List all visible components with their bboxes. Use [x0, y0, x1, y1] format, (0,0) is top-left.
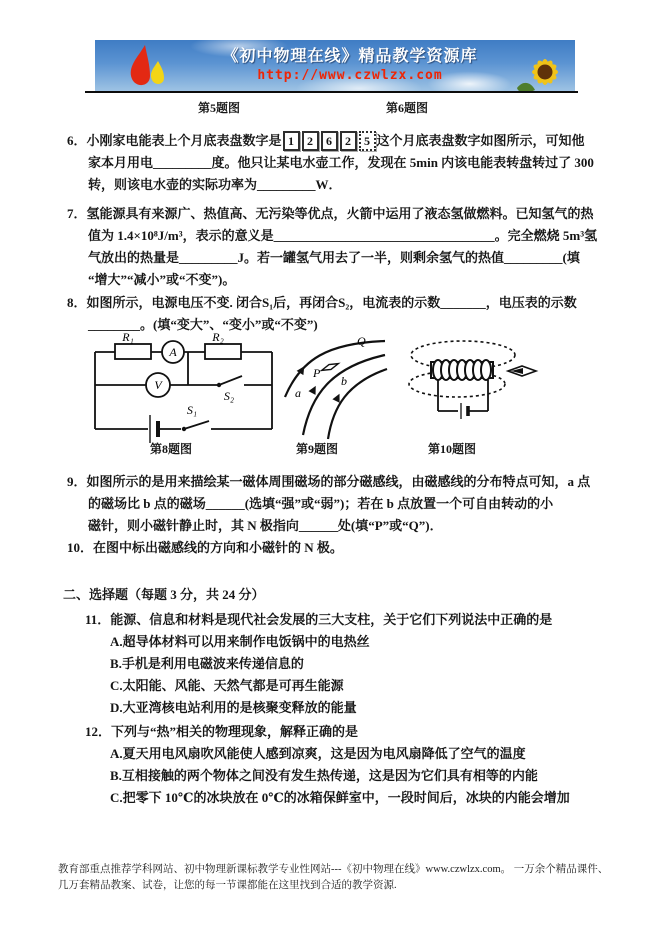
label-r1: R₁ [122, 333, 134, 344]
caption-fig6: 第6题图 [386, 101, 429, 115]
q11-option-c: C.太阳能、风能、天然气都是可再生能源 [110, 678, 344, 693]
question-11-stem: 11．能源、信息和材料是现代社会发展的三大支柱，关于它们下列说法中正确的是 [85, 612, 553, 627]
question-9-line-2: 的磁场比 b 点的磁场______(选填“强”或“弱”)；若在 b 点放置一个可自由转动的小 [88, 496, 554, 511]
label-point-p: P [313, 366, 321, 380]
caption-fig8: 第8题图 [150, 442, 193, 456]
label-s1: S₁ [186, 403, 198, 417]
question-6 [0, 130, 661, 196]
question-9 [0, 471, 661, 537]
page-footer [0, 862, 661, 894]
footer-line-1: 教育部重点推荐学科网站、初中物理新课标教学专业性网站---《初中物理在线》www.czwlzx.com。 一万余个精品课件、 [58, 864, 609, 875]
solenoid-figure [405, 333, 580, 445]
banner-title: 《初中物理在线》精品教学资源库 [222, 48, 478, 65]
question-8 [0, 292, 661, 336]
question-7-line-3: 气放出的热量是_________J。若一罐氢气用去了一半，则剩余氢气的热值_________(填 [88, 250, 580, 265]
q12-option-c: C.把零下 10℃的冰块放在 0℃的冰箱保鲜室中，一段时间后，冰块的内能会增加 [110, 790, 570, 805]
question-6-line-2: 家本月用电_________度。他只让某电水壶工作，发现在 5min 内该电能表转盘转过了 300 [88, 155, 594, 170]
field-lines-figure [283, 333, 401, 443]
figures-row [0, 333, 661, 443]
label-ammeter: A [169, 345, 177, 359]
meter-digit: 6 [321, 131, 338, 151]
question-12 [0, 721, 661, 809]
label-r2: R₂ [212, 333, 224, 344]
question-9-line-3: 磁针，则小磁针静止时，其 N 极指向______处(填“P”或“Q”)． [88, 518, 443, 533]
meter-digit-decimal: 5 [359, 131, 376, 151]
label-voltmeter: V [154, 378, 162, 392]
meter-digit: 2 [340, 131, 357, 151]
question-9-line-1: 9．如图所示的是用来描绘某一磁体周围磁场的部分磁感线，由磁感线的分布特点可知，a 点 [67, 474, 591, 489]
label-point-b: b [341, 374, 347, 388]
flame-logo-icon [123, 44, 171, 90]
label-point-q: Q [357, 334, 366, 348]
q6-text-before-meter: 6．小刚家电能表上个月底表盘数字是 [67, 133, 282, 148]
banner-url[interactable]: http://www.czwlzx.com [257, 68, 443, 83]
question-7-line-1: 7．氢能源具有来源广、热值高、无污染等优点，火箭中运用了液态氢做燃料。已知氢气的热 [67, 206, 594, 221]
caption-fig10: 第10题图 [428, 442, 477, 456]
question-12-stem: 12．下列与“热”相关的物理现象，解释正确的是 [85, 724, 359, 739]
compass-needle-icon [321, 361, 340, 373]
circuit-diagram-figure [88, 333, 280, 443]
q11-option-a: A.超导体材料可以用来制作电饭锅中的电热丝 [110, 634, 370, 649]
q11-option-d: D.大亚湾核电站利用的是核聚变释放的能量 [110, 700, 357, 715]
section-2-title: 二、选择题（每题 3 分，共 24 分） [63, 587, 265, 602]
caption-fig5: 第5题图 [198, 101, 241, 115]
question-11 [0, 609, 661, 719]
q11-option-b: B.手机是利用电磁波来传递信息的 [110, 656, 304, 671]
q12-option-b: B.互相接触的两个物体之间没有发生热传递，这是因为它们具有相等的内能 [110, 768, 538, 783]
question-7 [0, 203, 661, 291]
footer-line-2: 几万套精品教案、试卷，让您的每一节课都能在这里找到合适的教学资源. [58, 880, 397, 891]
meter-digit: 2 [302, 131, 319, 151]
label-s2: S₂ [223, 389, 235, 403]
section-2-header [0, 584, 661, 606]
question-7-line-4: “增大”“减小”或“不变”)。 [88, 272, 236, 287]
question-10 [0, 537, 661, 559]
question-7-line-2: 值为 1.4×10⁸J/m³，表示的意义是__________________________________。完全燃烧 5m³氢 [88, 228, 598, 243]
question-10-line-1: 10．在图中标出磁感线的方向和小磁针的 N 极。 [67, 540, 343, 555]
question-6-line-1 [67, 130, 661, 152]
site-banner [95, 40, 575, 91]
q6-text-after-meter: 这个月底表盘数字如图所示，可知他 [376, 133, 585, 148]
caption-fig9: 第9题图 [296, 442, 339, 456]
q12-option-a: A.夏天用电风扇吹风能使人感到凉爽，这是因为电风扇降低了空气的温度 [110, 746, 526, 761]
meter-digit: 1 [283, 131, 300, 151]
banner-underline [85, 91, 578, 93]
sunflower-icon [511, 50, 573, 91]
question-8-line-2: ________。(填“变大”、“变小”或“不变”) [88, 317, 318, 332]
question-8-line-1: 8．如图所示，电源电压不变. 闭合S₁后，再闭合S₂，电流表的示数_______，电压表的示数 [67, 295, 577, 310]
label-point-a: a [295, 386, 301, 400]
question-6-line-3: 转，则该电水壶的实际功率为_________W． [88, 177, 342, 192]
